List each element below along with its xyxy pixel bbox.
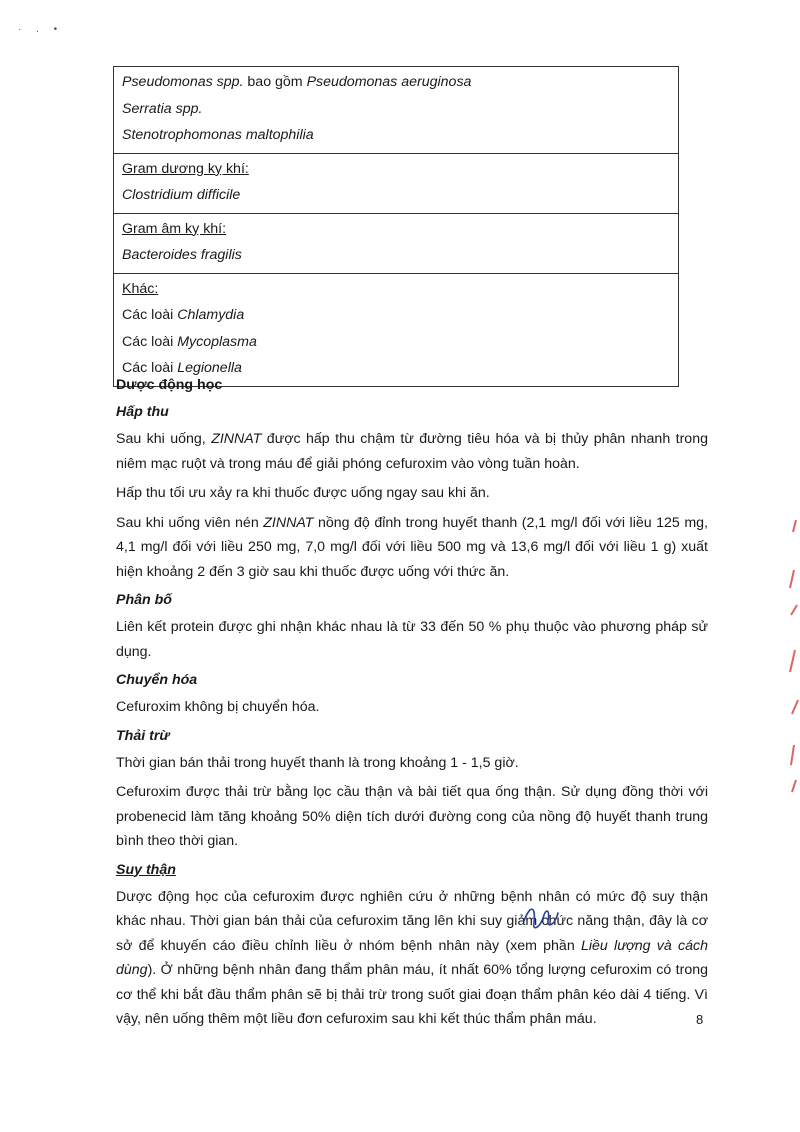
organism-cell xyxy=(114,67,679,154)
subheading-metabolism: Chuyển hóa xyxy=(116,672,198,688)
paragraph: Cefuroxim được thải trừ bằng lọc cầu thận và bài tiết qua ống thận. Sử dụng đồng thời với probenecid làm tăng khoảng 50% diện tích dưới đường cong của nồng độ huyết thanh trung bình theo thời gian. xyxy=(116,784,708,849)
organism-line xyxy=(122,69,670,96)
organism-line: Clostridium difficile xyxy=(122,187,241,203)
group-heading: Gram âm kỵ khí: xyxy=(122,220,227,237)
subheading-elimination: Thải trừ xyxy=(116,727,170,744)
organism-line: Serratia spp. xyxy=(122,100,203,117)
paragraph: Liên kết protein được ghi nhận khác nhau là từ 33 đến 50 % phụ thuộc vào phương pháp sử dụng. xyxy=(116,619,708,660)
paragraph: Hấp thu tối ưu xảy ra khi thuốc được uống ngay sau khi ăn. xyxy=(116,485,490,501)
paragraph: Dược động học của cefuroxim được nghiên cứu ở những bệnh nhân có mức độ suy thận khác nhau. Thời gian bán thải của cefuroxim tăng lên khi suy giảm chức năng thận, đây là cơ sở để khuyến cáo điều chỉnh liều ở nhóm bệnh nhân này (xem phần Liều lượng và cách dùng). Ở những bệnh nhân đang thẩm phân máu, ít nhất 60% tổng lượng cefuroxim có trong cơ thể khi bắt đầu thẩm phân sẽ bị thải trừ trong suốt giai đoạn thẩm phân kéo dài 4 tiếng. Vì vậy, nên uống thêm một liều đơn cefuroxim sau khi kết thúc thẩm phân máu. xyxy=(116,888,708,1027)
paragraph: Thời gian bán thải trong huyết thanh là trong khoảng 1 - 1,5 giờ. xyxy=(116,754,519,771)
group-heading: Khác: xyxy=(122,280,159,297)
organism-group-row xyxy=(114,67,679,154)
organism-line: Stenotrophomonas maltophilia xyxy=(122,127,314,143)
section-title: Dược động học xyxy=(116,377,223,393)
organism-line: Bacteroides fragilis xyxy=(122,247,242,263)
group-heading: Gram dương kỵ khí: xyxy=(122,160,249,177)
organism-text: Các loài xyxy=(122,333,178,350)
paragraph: Cefuroxim không bị chuyển hóa. xyxy=(116,699,320,715)
paragraph: Sau khi uống, ZINNAT được hấp thu chậm từ đường tiêu hóa và bị thủy phân nhanh trong niêm mạc ruột và trong máu để giải phóng cefuroxim vào vòng tuần hoàn. xyxy=(116,431,708,472)
organism-group-row xyxy=(114,213,679,273)
organism-name: Pseudomonas aeruginosa xyxy=(306,74,472,90)
organism-cell xyxy=(114,153,679,213)
organism-line xyxy=(122,329,670,356)
organism-cell xyxy=(114,213,679,273)
paragraph: Sau khi uống viên nén ZINNAT nồng độ đỉnh trong huyết thanh (2,1 mg/l đối với liều 125 mg, 4,1 mg/l đối với liều 250 mg, 7,0 mg/l đối với liều 500 mg và 13,6 mg/l đối với liều 1 g) xuất hiện khoảng 2 đến 3 giờ sau khi thuốc được uống với thức ăn. xyxy=(116,514,708,580)
subheading-renal-impairment: Suy thận xyxy=(116,861,176,878)
organism-text: bao gồm xyxy=(243,74,307,90)
pharmacokinetics-section xyxy=(116,372,708,1037)
organism-name: Pseudomonas spp. xyxy=(122,74,244,90)
scan-corner-marks: · . • xyxy=(18,24,64,35)
subheading-absorption: Hấp thu xyxy=(116,404,169,420)
organism-text: Các loài xyxy=(122,360,178,376)
organism-cell xyxy=(114,273,679,386)
organism-text: Các loài xyxy=(122,307,178,323)
stamp-edge-mark xyxy=(786,510,800,810)
subheading-distribution: Phân bố xyxy=(116,592,172,608)
organism-group-row xyxy=(114,153,679,213)
organism-name: Legionella xyxy=(177,360,242,376)
page-number: 8 xyxy=(696,1012,704,1027)
organism-group-row xyxy=(114,273,679,386)
organism-line xyxy=(122,302,670,329)
organism-table xyxy=(113,66,679,387)
organism-name: Mycoplasma xyxy=(177,333,257,350)
organism-name: Chlamydia xyxy=(177,307,245,323)
